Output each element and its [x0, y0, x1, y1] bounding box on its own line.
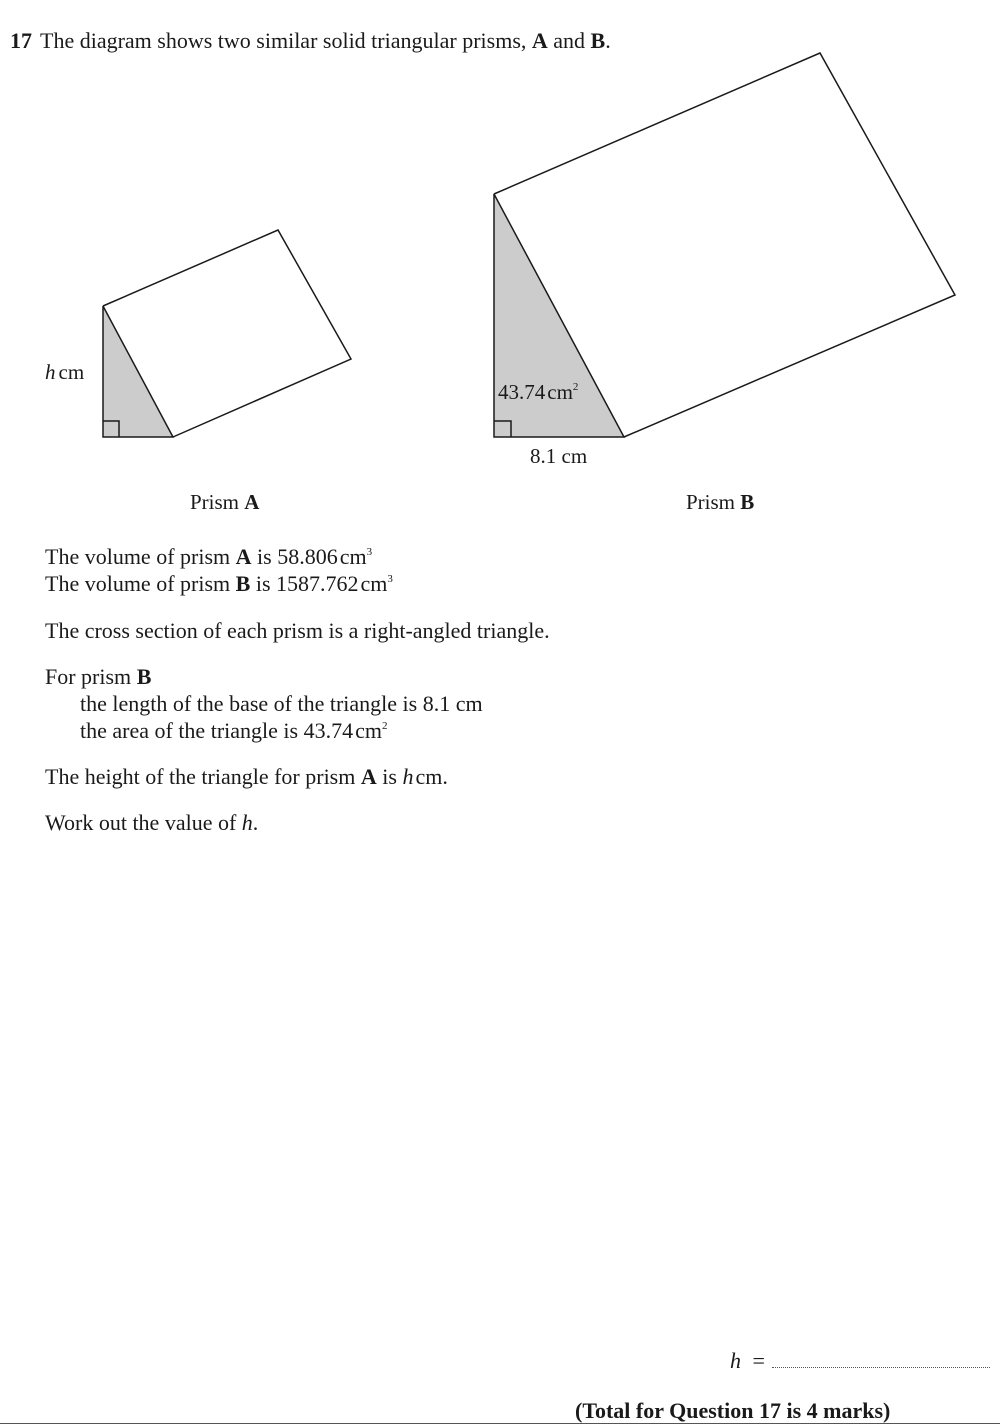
exponent: 3 [366, 546, 373, 558]
cross-section-line: The cross section of each prism is a right-angled triangle. [45, 618, 550, 643]
answer-label [730, 1348, 765, 1374]
caption-letter: A [244, 490, 260, 514]
area-unit: cm [547, 380, 573, 404]
height-line [45, 763, 448, 790]
text: cm. [415, 764, 448, 789]
prism-b-caption [686, 490, 754, 515]
question-number: 17 [10, 28, 32, 53]
exponent: 2 [381, 720, 388, 732]
for-prism-line [45, 663, 151, 690]
text: For prism [45, 664, 132, 689]
text: The height of the triangle for prism [45, 764, 356, 789]
caption-text: Prism [190, 490, 240, 514]
answer-line[interactable] [772, 1367, 990, 1368]
height-variable: h [45, 360, 56, 384]
text: is 1587.762 [255, 571, 359, 596]
footer-rule [0, 1423, 1000, 1424]
text: is 58.806 [257, 544, 338, 569]
area-value: 43.74 [498, 380, 546, 404]
exponent: 3 [387, 573, 393, 585]
answer-variable: h [730, 1348, 741, 1373]
height-unit: cm [58, 360, 85, 384]
prism-b-area-label [498, 380, 578, 405]
text: Work out the value of [45, 810, 237, 835]
volume-b-line [45, 570, 393, 597]
prism-a-height-label [45, 360, 84, 385]
intro-end: . [605, 28, 611, 53]
text: The volume of prism [45, 571, 231, 596]
prism-a [103, 230, 351, 437]
total-marks: (Total for Question 17 is 4 marks) [575, 1398, 891, 1423]
answer-equals: = [752, 1348, 765, 1373]
prism-a-caption [190, 490, 259, 515]
text: is [382, 764, 397, 789]
variable: h [402, 764, 414, 789]
intro-letter-b: B [590, 28, 606, 53]
unit: cm [355, 718, 382, 743]
unit: cm [360, 571, 388, 596]
prism-b-base-label: 8.1 cm [530, 444, 588, 468]
text: the area of the triangle is 43.74 [80, 718, 354, 743]
question-intro: The diagram shows two similar solid triangular prisms, [40, 28, 527, 53]
text: The volume of prism [45, 544, 231, 569]
volume-a-line [45, 543, 372, 570]
letter: B [136, 664, 152, 689]
workout-line [45, 809, 258, 836]
base-line: the length of the base of the triangle is 8.1 cm [80, 691, 483, 716]
area-exponent: 2 [572, 381, 579, 393]
prism-a-cross-section [103, 306, 173, 437]
area-line [80, 717, 387, 744]
letter: A [235, 544, 252, 569]
text: . [252, 810, 259, 835]
caption-text: Prism [686, 490, 736, 514]
unit: cm [339, 544, 367, 569]
letter: B [235, 571, 251, 596]
intro-letter-a: A [531, 28, 548, 53]
letter: A [360, 764, 377, 789]
variable: h [241, 810, 253, 835]
intro-and: and [553, 28, 586, 53]
prisms-diagram [0, 0, 1000, 520]
caption-letter: B [740, 490, 755, 514]
